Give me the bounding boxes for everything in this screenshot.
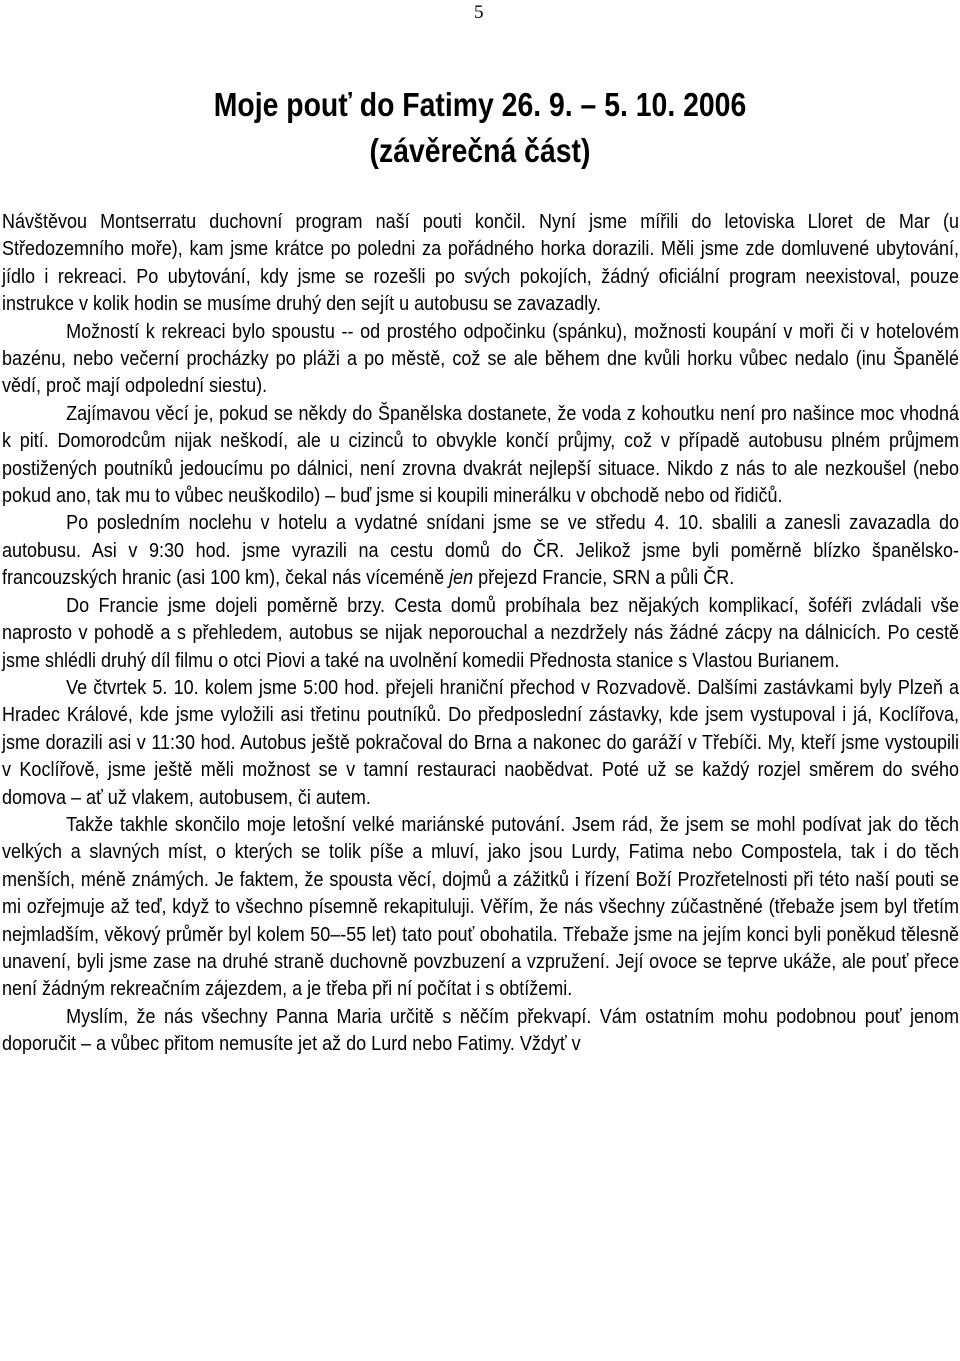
paragraph-text: Po posledním noclehu v hotelu a vydatné snídani jsme se ve středu 4. 10. sbalili a zanesli zavazadla do autobusu. Asi v 9:30 hod. jsme vyrazili na cestu domů do ČR. Jelikož jsme byli poměrně blízko španělsko-francouzských hranic (asi 100 km), čekal nás víceméně xyxy=(2,511,960,590)
article-body xyxy=(2,208,959,1058)
title-line-2: (závěrečná část) xyxy=(369,132,591,169)
paragraph: Možností k rekreaci bylo spoustu -- od prostého odpočinku (spánku), možnosti koupání v moři či v hotelovém bazénu, nebo večerní procházky po pláži a po městě, což se ale během dne kvůli horku vůbec nedalo (inu Španělé vědí, proč mají odpolední siestu). xyxy=(2,319,960,398)
title-line-1: Moje pouť do Fatimy 26. 9. – 5. 10. 2006 xyxy=(213,86,747,123)
paragraph: Návštěvou Montserratu duchovní program naší pouti končil. Nyní jsme mířili do letoviska Lloret de Mar (u Středozemního moře), kam jsme krátce po poledni za pořádného horka dorazili. Měli jsme zde domluvené ubytování, jídlo i rekreaci. Po ubytování, kdy jsme se rozešli po svých pokojích, žádný oficiální program neexistoval, pouze instrukce v kolik hodin se musíme druhý den sejít u autobusu se zavazadly. xyxy=(2,210,960,316)
paragraph: Do Francie jsme dojeli poměrně brzy. Cesta domů probíhala bez nějakých komplikací, šoféři zvládali vše naprosto v pohodě a s přehledem, autobus se nijak neporouchal a nezdržely nás žádné zácpy na dálnicích. Po cestě jsme shlédli druhý díl filmu o otci Piovi a také na uvolnění komedii Přednosta stanice s Vlastou Burianem. xyxy=(2,593,960,672)
paragraph-text: přejezd Francie, SRN a půli ČR. xyxy=(473,566,735,590)
paragraph: Myslím, že nás všechny Panna Maria určitě s něčím překvapí. Vám ostatním mohu podobnou pouť jenom doporučit – a vůbec přitom nemusíte jet až do Lurd nebo Fatimy. Vždyť v xyxy=(2,1004,960,1056)
paragraph: Ve čtvrtek 5. 10. kolem jsme 5:00 hod. přejeli hraniční přechod v Rozvadově. Dalšími zastávkami byly Plzeň a Hradec Králové, kde jsme vyložili asi třetinu poutníků. Do předposlední zástavky, kde jsem vystupoval i já, Koclířova, jsme dorazili asi v 11:30 hod. Autobus ještě pokračoval do Brna a nakonec do garáží v Třebíči. My, kteří jsme vystoupili v Koclířově, jsme ještě měli možnost se v tamní restauraci naobědvat. Poté už se každý rozjel směrem do svého domova – ať už vlakem, autobusem, či autem. xyxy=(2,675,960,809)
page-title xyxy=(67,82,893,174)
paragraph xyxy=(2,509,959,591)
paragraph: Takže takhle skončilo moje letošní velké mariánské putování. Jsem rád, že jsem se mohl podívat jak do těch velkých a slavných míst, o kterých se tolik píše a mluví, jako jsou Lurdy, Fatima nebo Compostela, tak i do těch menších, méně známých. Je faktem, že spousta věcí, dojmů a zážitků i řízení Boží Prozřetelnosti při této naší pouti se mi ozřejmuje až teď, když to všechno písemně rekapituluji. Věřím, že nás všechny zúčastněné (třebaže jsem byl třetím nejmladším, věkový průměr byl kolem 50–-55 let) tato pouť obohatila. Třebaže jsme na jejím konci byli poněkud tělesně unavení, byli jsme zase na druhé straně duchovně povzbuzení a vzpružení. Její ovoce se teprve ukáže, ale pouť přece není žádným rekreačním zájezdem, a je třeba při ní počítat i s obtížemi. xyxy=(2,812,960,1001)
page-number: 5 xyxy=(474,2,484,23)
paragraph: Zajímavou věcí je, pokud se někdy do Španělska dostanete, že voda z kohoutku není pro našince moc vhodná k pití. Domorodcům nijak neškodí, ale u cizinců to obvykle končí průjmy, což v případě autobusu plném průjmem postižených poutníků jedoucímu po dálnici, není zrovna dvakrát nejlepší situace. Nikdo z nás to ale nezkoušel (nebo pokud ano, tak mu to vůbec neuškodilo) – buď jsme si koupili minerálku v obchodě nebo od řidičů. xyxy=(2,401,960,508)
emphasis-text: jen xyxy=(449,566,474,590)
